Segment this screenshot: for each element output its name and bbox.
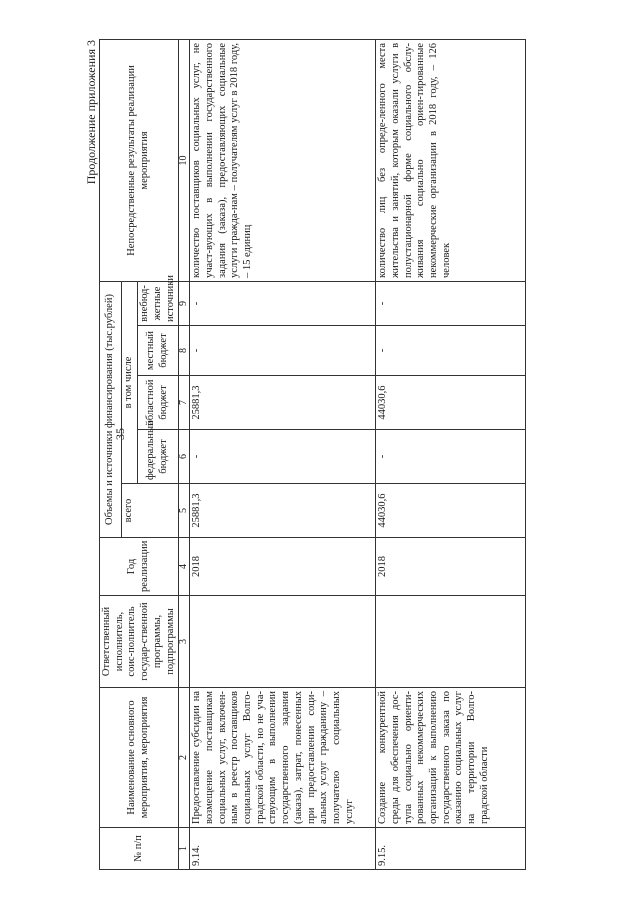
header-responsible: Ответственный исполнитель, соис-полнитель государ-ственной программы, подпрограммы bbox=[100, 596, 179, 688]
row-result: количество лиц без опреде-ленного места жительства и занятий, которым оказали услуги в полустационарной форме социального обслу-живания социально ориен-тированные некоммерческие организации в 2018 году, – 126 человек bbox=[376, 39, 526, 281]
header-financing: Объемы и источники финансирования (тыс.рублей) bbox=[100, 281, 122, 537]
row-name: Предоставление субсидии на возмещение поставщикам социальных услуг, включен-ным в реестр поставщиков социальных услуг Волго-градской области, но не уча-ствующим в выполнении государственного задания (заказа), затрат, понесенных при предоставлении соци-альных услуг гражданину – получателю социальных услуг bbox=[190, 688, 376, 828]
header-results: Непосредственные результаты реализации мероприятия bbox=[100, 39, 179, 281]
column-number: 2 bbox=[179, 688, 190, 828]
row-extra: - bbox=[376, 281, 526, 325]
row-federal: - bbox=[376, 430, 526, 484]
column-number: 9 bbox=[179, 281, 190, 325]
appendix-note: Продолжение приложения 3 bbox=[84, 40, 98, 185]
column-number: 3 bbox=[179, 596, 190, 688]
header-local: местный бюджет bbox=[138, 326, 179, 376]
row-result: количество поставщиков социальных услуг, не участ-вующих в выполнении государственного задания (заказа), предоставляющих социальные услуги гражда-нам – получателям услуг в 2018 году, – 15 единиц bbox=[190, 39, 376, 281]
header-regional: областной бюджет bbox=[138, 376, 179, 430]
row-total: 25881,3 bbox=[190, 484, 376, 538]
page-number: 35 bbox=[113, 428, 127, 440]
row-local: - bbox=[190, 326, 376, 376]
row-num: 9.15. bbox=[376, 828, 526, 870]
rotated-page-content bbox=[85, 40, 505, 870]
table-row bbox=[376, 39, 526, 869]
row-responsible bbox=[190, 596, 376, 688]
row-regional: 25881,3 bbox=[190, 376, 376, 430]
column-number: 4 bbox=[179, 538, 190, 596]
header-num: № п/п bbox=[100, 828, 179, 870]
column-number: 5 bbox=[179, 484, 190, 538]
header-name: Наименование основного мероприятия, мероприятия bbox=[100, 688, 179, 828]
column-number: 1 bbox=[179, 828, 190, 870]
row-extra: - bbox=[190, 281, 376, 325]
header-total: всего bbox=[122, 484, 179, 538]
row-name: Создание конкурентной среды для обеспечения дос-тупа социально ориенти-рованных некоммерческих организаций к выполнению государственного заказа по оказанию социальных услуг на территории Волго-градской области bbox=[376, 688, 526, 828]
header-including: в том числе bbox=[122, 281, 138, 483]
header-extra: внебюд-жетные источники bbox=[138, 281, 179, 325]
row-regional: 44030,6 bbox=[376, 376, 526, 430]
row-local: - bbox=[376, 326, 526, 376]
header-federal: федеральный бюджет bbox=[138, 430, 179, 484]
column-number: 7 bbox=[179, 376, 190, 430]
column-number: 8 bbox=[179, 326, 190, 376]
row-responsible bbox=[376, 596, 526, 688]
row-federal: - bbox=[190, 430, 376, 484]
column-number: 6 bbox=[179, 430, 190, 484]
column-number: 10 bbox=[179, 39, 190, 281]
row-total: 44030,6 bbox=[376, 484, 526, 538]
row-year: 2018 bbox=[190, 538, 376, 596]
financing-table bbox=[99, 39, 526, 870]
header-year: Год реализации bbox=[100, 538, 179, 596]
row-num: 9.14. bbox=[190, 828, 376, 870]
table-row bbox=[190, 39, 376, 869]
row-year: 2018 bbox=[376, 538, 526, 596]
